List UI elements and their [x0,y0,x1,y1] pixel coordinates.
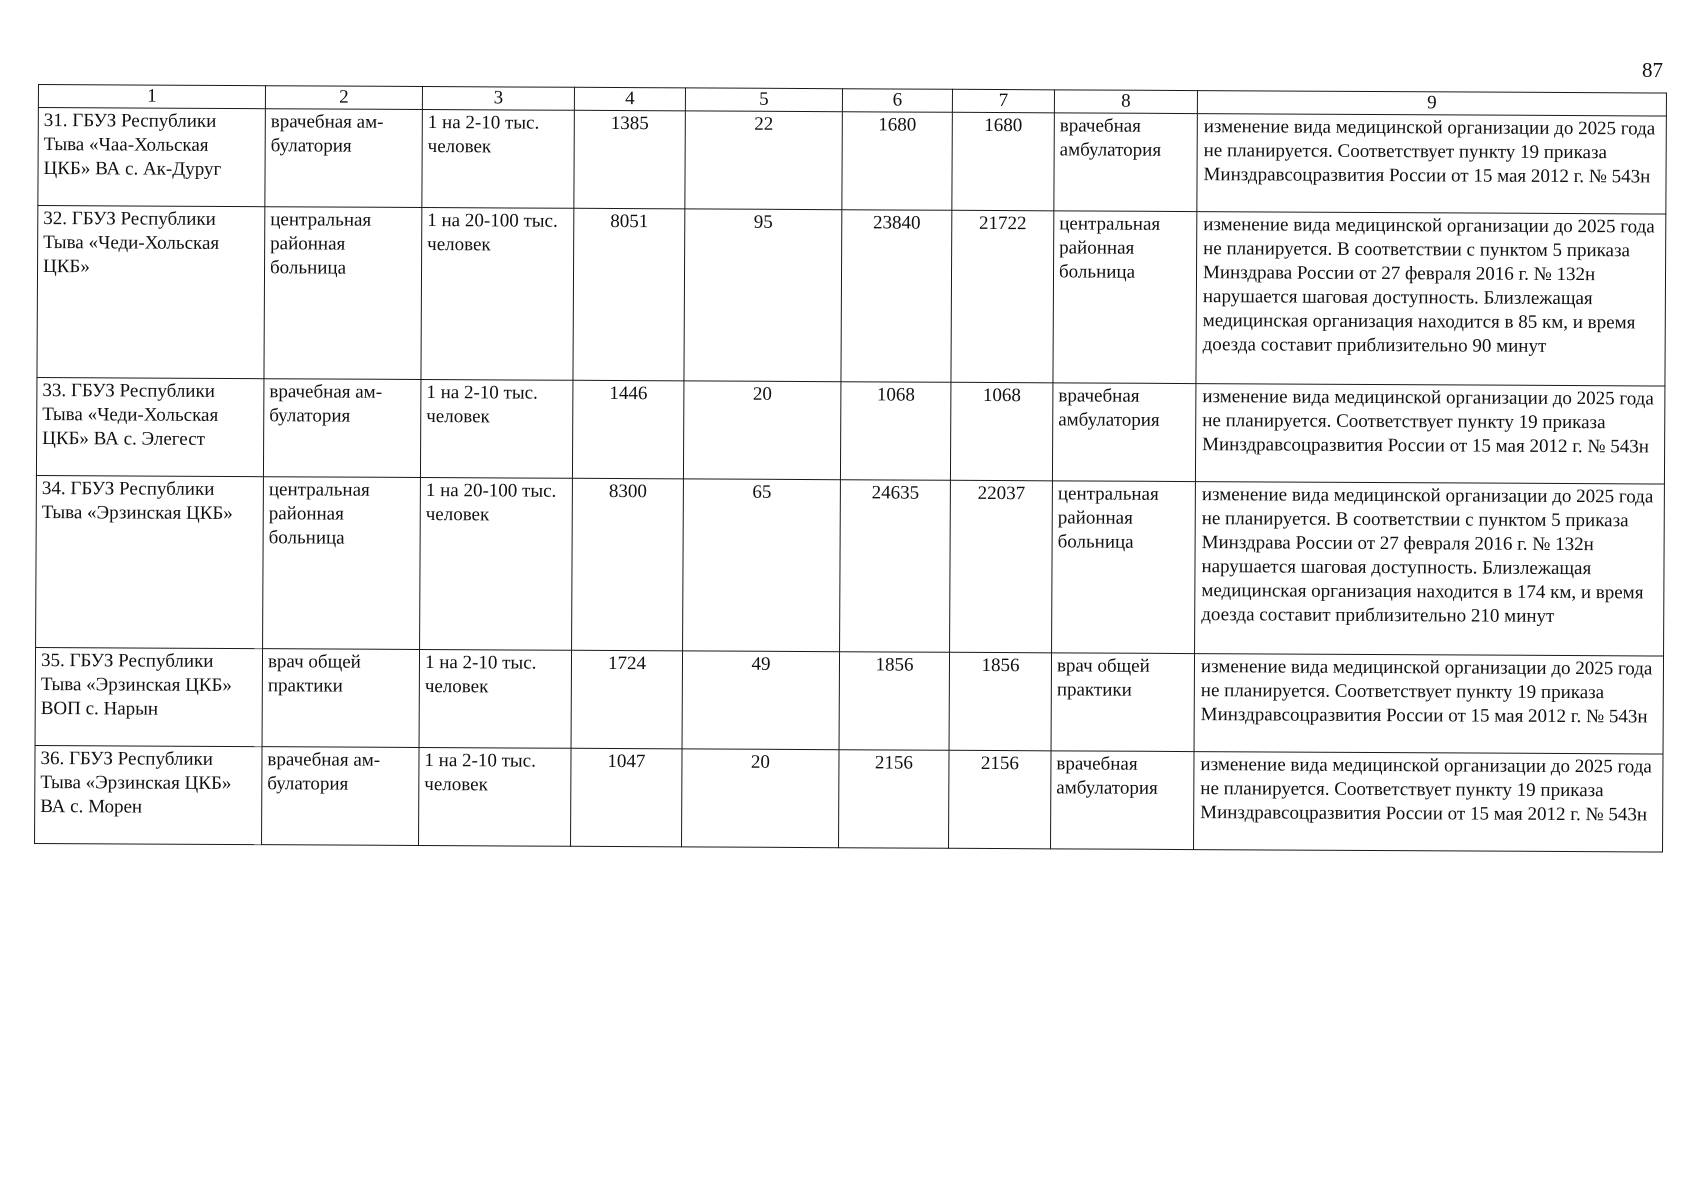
note-cell: изменение вида медицинской организации до 2025 года не планируется. В соответствии с пунктом 5 приказа Минздрава России от 27 февраля 2016 г. № 132н нарушается шаговая доступность. Близлежащая медицинская организация находится в 174 км, и время доезда составит приблизительно 210 минут [1195,481,1665,655]
value-cell: 1724 [571,650,683,749]
norm-cell: 1 на 2-10 тыс. человек [422,109,575,208]
organization-cell: 32. ГБУЗ Республики Тыва «Чеди-Хольская ЦКБ» [37,205,265,378]
table-row [38,107,1666,214]
column-header: 7 [952,89,1054,112]
value-cell: 1446 [572,380,684,479]
column-header: 5 [685,88,842,112]
organization-type-cell: врачебная ам-булатория [263,379,421,478]
medical-organizations-table [34,84,1667,852]
new-type-cell: врач общей практики [1051,653,1195,752]
table-row [37,205,1666,386]
column-header: 1 [38,85,265,109]
table-row [35,745,1663,852]
value-cell: 2156 [949,750,1052,849]
organization-cell: 34. ГБУЗ Республики Тыва «Эрзинская ЦКБ» [36,475,264,648]
organization-type-cell: центральная районная больница [264,207,422,380]
note-cell: изменение вида медицинской организации до 2025 года не планируется. Соответствует пункту 19 приказа Минздравсоцразвития России от 15 мая 2012 г. № 543н [1195,383,1665,483]
value-cell: 20 [683,381,841,480]
organization-type-cell: врачебная ам-булатория [262,747,420,846]
value-cell: 1680 [842,112,953,211]
new-type-cell: врачебная амбулатория [1051,751,1195,850]
value-cell: 20 [682,749,840,848]
note-cell: изменение вида медицинской организации до 2025 года не планируется. В соответствии с пунктом 5 приказа Минздрава России от 27 февраля 2016 г. № 132н нарушается шаговая доступность. Близлежащая медицинская организация находится в 85 км, и время доезда составит приблизительно 90 минут [1196,211,1666,385]
organization-cell: 31. ГБУЗ Республики Тыва «Чаа-Хольская ЦКБ» ВА с. Ак-Дуруг [38,107,266,206]
value-cell: 8300 [572,478,684,651]
organization-cell: 35. ГБУЗ Республики Тыва «Эрзинская ЦКБ» ВОП с. Нарын [35,647,263,746]
value-cell: 65 [683,479,841,652]
value-cell: 21722 [951,210,1054,383]
norm-cell: 1 на 2-10 тыс. человек [419,649,572,748]
value-cell: 1856 [949,652,1052,751]
value-cell: 2156 [839,750,950,849]
new-type-cell: центральная районная больница [1052,481,1196,654]
organization-cell: 36. ГБУЗ Республики Тыва «Эрзинская ЦКБ» ВА с. Морен [35,745,263,844]
page-number: 87 [1642,58,1663,82]
value-cell: 1385 [574,110,686,209]
column-header: 3 [422,87,574,111]
value-cell: 1047 [571,748,683,847]
value-cell: 1680 [952,112,1055,211]
table-row [35,647,1663,754]
note-cell: изменение вида медицинской организации до 2025 года не планируется. Соответствует пункту 19 приказа Минздравсоцразвития России от 15 мая 2012 г. № 543н [1197,113,1667,213]
value-cell: 1068 [840,382,951,481]
column-header: 6 [842,89,952,112]
new-type-cell: врачебная амбулатория [1052,383,1196,482]
norm-cell: 1 на 20-100 тыс. человек [421,207,574,380]
organization-cell: 33. ГБУЗ Республики Тыва «Чеди-Хольская ЦКБ» ВА с. Элегест [36,377,264,476]
value-cell: 49 [682,651,840,750]
organization-type-cell: центральная районная больница [263,477,421,650]
column-header: 9 [1197,91,1666,116]
value-cell: 22037 [950,480,1053,653]
column-header: 2 [265,86,422,110]
value-cell: 1856 [839,652,950,751]
new-type-cell: врачебная амбулатория [1054,113,1198,212]
table-row [36,475,1665,656]
norm-cell: 1 на 20-100 тыс. человек [420,477,573,650]
value-cell: 23840 [841,210,952,383]
table-row [36,377,1664,484]
value-cell: 8051 [573,208,685,381]
norm-cell: 1 на 2-10 тыс. человек [419,747,572,846]
value-cell: 95 [684,209,842,382]
organization-type-cell: врачебная ам-булатория [265,109,423,208]
column-header: 8 [1054,90,1197,114]
value-cell: 24635 [840,480,951,653]
note-cell: изменение вида медицинской организации до 2025 года не планируется. Соответствует пункту 19 приказа Минздравсоцразвития России от 15 мая 2012 г. № 543н [1194,751,1664,851]
column-header: 4 [574,87,685,110]
organization-type-cell: врач общей практики [262,649,420,748]
norm-cell: 1 на 2-10 тыс. человек [420,379,573,478]
value-cell: 1068 [950,382,1053,481]
new-type-cell: центральная районная больница [1053,211,1197,384]
value-cell: 22 [685,111,843,210]
note-cell: изменение вида медицинской организации до 2025 года не планируется. Соответствует пункту 19 приказа Минздравсоцразвития России от 15 мая 2012 г. № 543н [1194,653,1664,753]
